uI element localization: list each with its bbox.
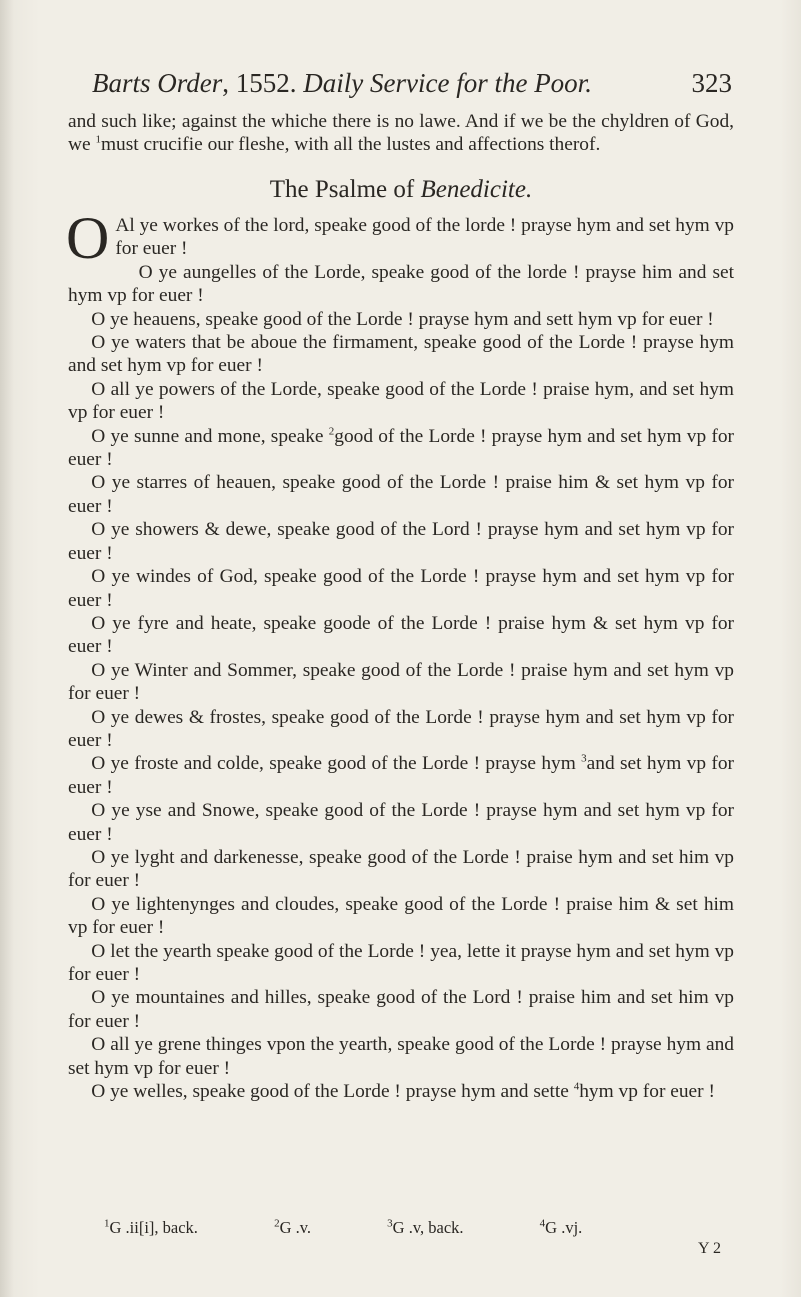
verse bbox=[68, 1080, 734, 1103]
intro-text-1: and such like; against the whiche there is no lawe. And if we be the chyldren of God, we bbox=[68, 111, 734, 156]
page-number: 323 bbox=[691, 68, 732, 98]
footnote-text: G .ii[i], back. bbox=[109, 1218, 198, 1237]
verse-text: O ye yse and Snowe, speake good of the Lorde ! prayse hym and set hym vp for euer ! bbox=[68, 800, 734, 845]
verse-text: O all ye powers of the Lorde, speake good of the Lorde ! praise hym, and set hym vp for euer ! bbox=[68, 378, 734, 424]
verse-text: good of the Lorde ! prayse hym and set hym vp for euer ! bbox=[68, 425, 735, 471]
psalm-title-prefix: The Psalme of bbox=[269, 176, 421, 203]
verse bbox=[68, 799, 734, 846]
verse bbox=[68, 940, 734, 987]
footnote bbox=[274, 1218, 347, 1238]
verse bbox=[68, 846, 734, 893]
verse-text: O ye waters that be aboue the firmament, speake good of the Lorde ! prayse hym and set hym vp for euer ! bbox=[68, 332, 734, 377]
verse-text: O ye showers & dewe, speake good of the Lord ! prayse hym and set hym vp for euer ! bbox=[68, 519, 734, 564]
running-head bbox=[92, 68, 732, 108]
verse bbox=[68, 659, 734, 706]
page-edge-shadow bbox=[0, 0, 14, 1297]
running-head-year: , 1552. bbox=[222, 68, 304, 98]
footnote bbox=[387, 1218, 499, 1238]
footnote-text: G .v. bbox=[279, 1218, 312, 1237]
footnote-ref-1: 1 bbox=[95, 133, 101, 146]
verse-text: O all ye grene thinges vpon the yearth, speake good of the Lorde ! prayse hym and set hym vp for euer ! bbox=[68, 1034, 734, 1079]
verse-text: O ye sunne and mone, speake bbox=[91, 425, 329, 447]
verse-text: O ye dewes & frostes, speake good of the Lorde ! prayse hym and set hym vp for euer ! bbox=[68, 706, 734, 751]
verse-text: O ye welles, speake good of the Lorde ! prayse hym and sette bbox=[91, 1081, 574, 1103]
footnote-mark: 1 bbox=[104, 1217, 110, 1230]
footnote-ref-3: 3 bbox=[581, 752, 587, 765]
footnotes bbox=[104, 1218, 744, 1238]
verse bbox=[68, 261, 734, 308]
verse bbox=[68, 612, 734, 659]
printer-signature-mark: Y 2 bbox=[698, 1240, 721, 1257]
footnote-mark: 4 bbox=[539, 1217, 546, 1230]
psalm-title bbox=[68, 176, 734, 204]
verse-text: and set hym vp for euer ! bbox=[68, 753, 734, 798]
drop-cap: O bbox=[66, 205, 110, 271]
verse-text: O ye fyre and heate, speake goode of the Lorde ! praise hym & set hym vp for euer ! bbox=[68, 612, 734, 658]
intro-paragraph bbox=[68, 110, 734, 157]
verse bbox=[68, 893, 734, 940]
verse bbox=[68, 565, 734, 612]
verse bbox=[68, 518, 734, 565]
verse bbox=[68, 752, 734, 799]
footnote bbox=[104, 1218, 234, 1238]
verse-text: O ye windes of God, speake good of the Lorde ! prayse hym and set hym vp for euer ! bbox=[68, 566, 734, 611]
running-head-title: Barts Order bbox=[92, 68, 223, 98]
verse-text: hym vp for euer ! bbox=[579, 1081, 715, 1103]
verse bbox=[68, 378, 734, 425]
verse-text: O ye froste and colde, speake good of the Lorde ! prayse hym bbox=[91, 753, 582, 775]
verse bbox=[68, 471, 734, 518]
verse-text: O ye lyght and darkenesse, speake good of the Lorde ! praise hym and set him vp for euer ! bbox=[68, 846, 734, 892]
footnote-mark: 3 bbox=[387, 1217, 393, 1230]
verse-text: Al ye workes of the lord, speake good of the lorde ! prayse hym and set hym vp for euer ! bbox=[115, 215, 734, 260]
footnote-ref-2: 2 bbox=[328, 425, 335, 438]
verse bbox=[68, 706, 734, 753]
footnote-mark: 2 bbox=[274, 1217, 280, 1230]
psalm-verses bbox=[66, 205, 735, 1103]
verse-text: O ye starres of heauen, speake good of the Lorde ! praise him & set hym vp for euer ! bbox=[68, 472, 734, 517]
footnote-text: G .v, back. bbox=[392, 1218, 464, 1237]
verse bbox=[68, 1033, 734, 1080]
verse bbox=[68, 331, 734, 378]
intro-text-2: must crucifie our fleshe, with all the lustes and affections therof. bbox=[100, 134, 601, 156]
footnote-text: G .vj. bbox=[545, 1218, 583, 1237]
verse bbox=[66, 205, 734, 271]
verse bbox=[68, 308, 734, 331]
verse bbox=[68, 986, 734, 1033]
running-head-subtitle: Daily Service for the Poor. bbox=[303, 68, 592, 98]
verse bbox=[68, 425, 734, 472]
verse-text: O ye aungelles of the Lorde, speake good of the lorde ! prayse him and set hym vp for euer ! bbox=[68, 261, 734, 307]
verse-text: O ye mountaines and hilles, speake good of the Lord ! praise him and set him vp for euer ! bbox=[68, 987, 734, 1032]
verse-text: O ye Winter and Sommer, speake good of the Lorde ! praise hym and set hym vp for euer ! bbox=[68, 659, 734, 705]
footnote bbox=[540, 1218, 619, 1238]
verse-text: O ye heauens, speake good of the Lorde ! prayse hym and sett hym vp for euer ! bbox=[91, 308, 714, 330]
verse-text: O ye lightenynges and cloudes, speake good of the Lorde ! praise him & set him vp for euer ! bbox=[68, 893, 734, 939]
psalm-title-name: Benedicite. bbox=[420, 176, 533, 203]
footnote-ref-4: 4 bbox=[573, 1080, 580, 1093]
verse-text: O let the yearth speake good of the Lorde ! yea, lette it prayse hym and set hym vp for euer ! bbox=[68, 940, 734, 985]
